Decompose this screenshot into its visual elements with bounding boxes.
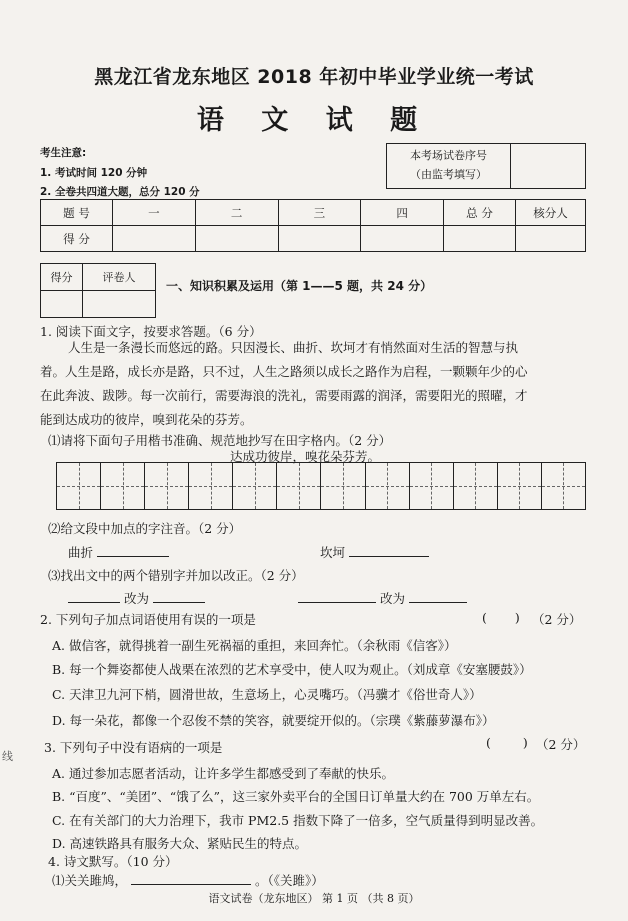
grader-score-field[interactable] [41,291,83,317]
q1-stem: 1. 阅读下面文字，按要求答题。（6 分） [40,324,262,339]
q2-option-d[interactable]: D. 每一朵花，都像一个忍俊不禁的笑容，就要绽开似的。（宗璞《紫藤萝瀑布》） [52,713,495,728]
grid-cell[interactable] [233,463,277,509]
pinyin-word-b: 坎坷 [320,545,346,560]
score-header-cell: 三 [278,200,361,226]
grader-box [40,263,156,318]
score-header-cell: 总 分 [444,200,516,226]
q1-sub1: ⑴请将下面句子用楷书准确、规范地抄写在田字格内。（2 分） [48,433,392,448]
exam-subject: 语 文 试 题 [196,105,432,136]
score-header-cell: 核分人 [516,200,586,226]
correct-label: 改为 [123,591,149,606]
grid-cell[interactable] [410,463,454,509]
grid-cell[interactable] [189,463,233,509]
score-cell[interactable] [278,226,361,252]
correct-label: 改为 [379,591,405,606]
q2-score: （2 分） [532,612,582,627]
q1-sub3: ⑶找出文中的两个错别字并加以改正。（2 分） [48,568,304,583]
grid-cell[interactable] [277,463,321,509]
grid-cell[interactable] [57,463,101,509]
score-cell[interactable] [516,226,586,252]
correct-char-blank-2[interactable] [409,591,467,603]
score-cell[interactable] [361,226,444,252]
grader-name-field[interactable] [83,291,155,317]
pinyin-item-a [68,543,169,561]
score-cell[interactable] [113,226,196,252]
q4-sub1 [52,871,324,889]
q1-passage-line: 在此奔波、跋陟。每一次前行，需要海浪的洗礼，需要雨露的润泽，需要阳光的照曜，才 [40,388,528,403]
score-row-label: 得 分 [41,226,113,252]
notice-item-1: 1. 考试时间 120 分钟 [40,167,148,179]
wrong-char-blank-1[interactable] [68,591,120,603]
grid-cell[interactable] [145,463,189,509]
grid-cell[interactable] [366,463,410,509]
score-header-cell: 题 号 [41,200,113,226]
grader-score-label: 得分 [41,264,83,291]
q2-option-b[interactable]: B. 每一个舞姿都使人战栗在浓烈的艺术享受中，使人叹为观止。（刘成章《安塞腰鼓》） [52,662,532,677]
correction-item-1 [68,589,205,607]
score-header-cell: 四 [361,200,444,226]
grid-cell[interactable] [321,463,365,509]
score-table [40,199,586,252]
q1-sub2: ⑵给文段中加点的字注音。（2 分） [48,521,242,536]
q3-option-a[interactable]: A. 通过参加志愿者活动，让许多学生都感受到了奉献的快乐。 [52,766,394,781]
score-table-header-row [41,200,586,226]
q3-option-d[interactable]: D. 高速铁路具有服务大众、紧贴民生的特点。 [52,836,308,851]
pinyin-word-a: 曲折 [68,545,94,560]
q4-sub1-start: ⑴关关雎鸠， [52,873,128,888]
seat-number-box [386,143,586,189]
correct-char-blank-1[interactable] [153,591,205,603]
q3-answer-blank[interactable]: ( ) [486,735,528,750]
q2-option-a[interactable]: A. 做信客，就得挑着一副生死祸福的重担，来回奔忙。（余秋雨《信客》） [52,638,457,653]
pinyin-item-b [320,543,429,561]
q2-option-c[interactable]: C. 天津卫九河下梢，圆滑世故，生意场上，心灵嘴巧。（冯骥才《俗世奇人》） [52,687,482,702]
score-table-score-row [41,226,586,252]
notice-heading: 考生注意: [40,147,87,159]
section-title: 一、知识积累及运用（第 1——5 题，共 24 分） [166,279,433,293]
notice-item-2: 2. 全卷共四道大题，总分 120 分 [40,186,200,198]
score-header-cell: 一 [113,200,196,226]
copy-sentence: 达成功彼岸，嗅花朵芬芳。 [230,449,381,464]
q1-passage-line: 能到达成功的彼岸，嗅到花朵的芬芳。 [40,412,253,427]
grader-name-label: 评卷人 [83,264,155,291]
seat-number-label [387,144,511,188]
q3-option-b[interactable]: B. “百度”、“美团”、“饿了么”，这三家外卖平台的全国日订单量大约在 700 万单左右。 [52,789,540,804]
wrong-char-blank-2[interactable] [298,591,376,603]
q4-stem: 4. 诗文默写。（10 分） [48,854,178,869]
grid-cell[interactable] [498,463,542,509]
seat-label-line1: 本考场试卷序号 [410,149,487,163]
seat-label-line2: （由监考填写） [410,168,487,181]
pinyin-blank-a[interactable] [97,545,169,557]
q1-passage-line: 人生是一条漫长而悠远的路。只因漫长、曲折、坎坷才有悄然面对生活的智慧与执 [68,340,519,355]
score-header-cell: 二 [195,200,278,226]
q3-option-c[interactable]: C. 在有关部门的大力治理下，我市 PM2.5 指数下降了一倍多，空气质量得到明显改善。 [52,813,544,828]
q1-passage-line: 着。人生是路，成长亦是路，只不过，人生之路须以成长之路作为启程，一颗颗年少的心 [40,364,528,379]
binding-margin-mark: 线 [2,750,13,763]
q2-stem: 2. 下列句子加点词语使用有误的一项是 [40,612,256,627]
writing-grid[interactable] [56,462,586,510]
q3-stem: 3. 下列句子中没有语病的一项是 [44,740,223,755]
page-footer: 语文试卷（龙东地区） 第 1 页 （共 8 页） [208,892,420,905]
seat-number-field[interactable] [511,144,585,188]
q2-answer-blank[interactable]: ( ) [482,610,520,625]
score-cell[interactable] [195,226,278,252]
q4-sub1-end: 。（《关雎》） [254,873,324,888]
pinyin-blank-b[interactable] [349,545,429,557]
score-cell[interactable] [444,226,516,252]
correction-item-2 [298,589,467,607]
q4-sub1-blank[interactable] [131,873,251,885]
q3-score: （2 分） [536,737,586,752]
grid-cell[interactable] [101,463,145,509]
exam-title: 黑龙江省龙东地区 2018 年初中毕业学业统一考试 [94,66,534,88]
grid-cell[interactable] [542,463,585,509]
grid-cell[interactable] [454,463,498,509]
